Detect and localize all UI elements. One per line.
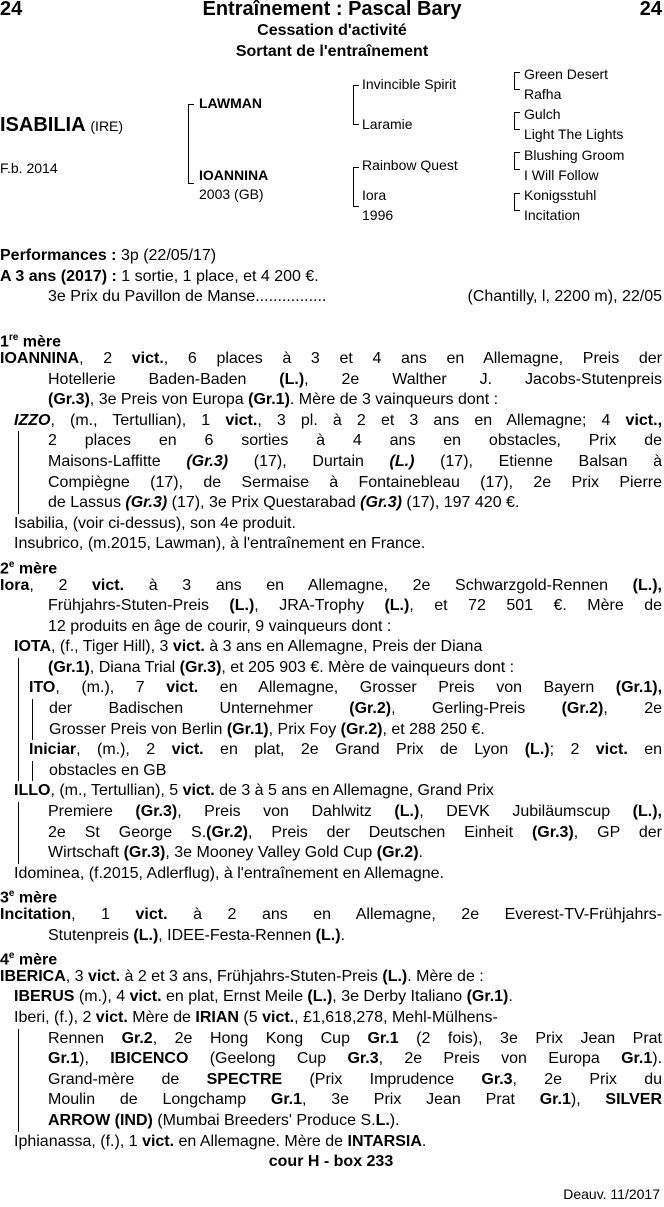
t: (Gr.2) <box>376 844 419 862</box>
mere2-line2 <box>0 596 662 617</box>
dam-incitation: Incitation <box>0 906 72 923</box>
t: Hotellerie Baden-Baden <box>48 370 280 388</box>
t: mère <box>14 560 58 578</box>
t: 3 <box>0 889 9 907</box>
iota-line1 <box>0 637 662 658</box>
gs-iora-year: 1996 <box>362 207 394 223</box>
t: (Gr.2) <box>206 823 248 841</box>
t: vict. <box>625 411 658 429</box>
t: (L.) <box>279 370 305 388</box>
t: , DEVK Jubiläumscup <box>419 803 633 821</box>
bracket-ggs2 <box>514 112 520 130</box>
gs-laramie: Laramie <box>362 116 413 132</box>
t: , (f., Tiger Hill), 3 <box>51 638 173 656</box>
izzo-line5 <box>19 493 662 514</box>
dam-iora: Iora <box>0 576 30 594</box>
iniciar-continuation <box>32 761 662 782</box>
t: . <box>421 1132 427 1150</box>
t: vict. <box>171 741 204 759</box>
t: Gr.1 <box>270 1091 303 1109</box>
t: Gr.2 <box>121 1029 153 1047</box>
t: , 2e Walther J. Jacobs-Stutenpreis <box>304 370 662 388</box>
t: , 3e Derby Italiano <box>332 988 467 1006</box>
mere4-heading <box>0 946 662 967</box>
t: Premiere <box>48 803 136 821</box>
t: (5 <box>238 1008 263 1026</box>
t: (Gr.2) <box>561 700 604 718</box>
ggs-konigsstuhl: Konigsstuhl <box>524 187 597 203</box>
t: de 3 à 5 ans en Allemagne, Grand Prix <box>214 782 494 800</box>
horse-name <box>0 114 123 137</box>
t: vict. <box>92 576 125 594</box>
t: (L.) <box>389 452 415 470</box>
t: en plat, 2e Grand Prix de Lyon <box>203 741 525 759</box>
t: (Geelong Cup <box>188 1050 348 1068</box>
offspring-illo: ILLO <box>14 782 51 800</box>
horse-description: F.b. 2014 <box>0 160 58 176</box>
t: vict. <box>595 741 628 759</box>
performances-value: 3p (22/05/17) <box>116 247 217 264</box>
t: , 1 <box>71 906 136 923</box>
t: , et 205 903 €. Mère de vainqueurs dont : <box>221 658 515 676</box>
t: (Gr.1) <box>615 679 658 697</box>
t: 2e St George S. <box>48 823 207 841</box>
ggs-gulch: Gulch <box>524 106 561 122</box>
horse-name-text: ISABILIA <box>0 114 85 136</box>
age-line <box>0 267 662 288</box>
mere2-heading <box>0 555 662 576</box>
race-line <box>0 287 662 308</box>
race-dots: ................ <box>255 288 327 306</box>
izzo-line1 <box>0 411 662 432</box>
t: , 2 <box>79 349 132 367</box>
iberi-line3 <box>19 1049 662 1070</box>
t: (Gr.3) <box>186 452 229 470</box>
t: mère <box>14 889 58 907</box>
t: . <box>418 844 423 862</box>
iberi-line1 <box>0 1008 662 1029</box>
iphianassa-line <box>0 1132 662 1153</box>
t: (L.) <box>394 803 420 821</box>
bracket-sire-dam <box>188 104 194 184</box>
t: , (m., Tertullian), 1 <box>50 411 226 429</box>
izzo-line2: 2 places en 6 sorties à 4 ans en obstacles, Prix de <box>48 432 662 450</box>
t: , et 72 501 €. Mère de <box>409 597 662 615</box>
race-detail: (Chantilly, l, 2200 m), 22/05 <box>467 288 662 306</box>
iota-continuation <box>18 658 662 782</box>
spacer <box>0 308 662 329</box>
t: ). <box>389 1111 400 1129</box>
iniciar-line1 <box>19 740 662 761</box>
t: (L.) <box>307 988 333 1006</box>
izzo-continuation <box>18 431 662 513</box>
t: , 3 pl. à 2 et 3 ans en Allemagne; 4 <box>257 411 626 429</box>
offspring-ibicenco: IBICENCO <box>110 1050 189 1068</box>
performances-label: Performances : <box>0 247 117 264</box>
t: (Gr.3) <box>179 658 222 676</box>
t: en Allemagne. Mère de <box>174 1132 348 1150</box>
t: , et 288 250 €. <box>382 720 485 738</box>
age-value: 1 sortie, 1 place, et 4 200 €. <box>116 267 319 285</box>
t: Mère de <box>127 1008 196 1026</box>
t: en Allemagne, Grosser Preis von Bayern <box>198 679 616 697</box>
ggs-blushing-groom: Blushing Groom <box>524 147 625 163</box>
t: . <box>340 926 345 944</box>
t: . Mère de : <box>407 967 484 985</box>
t: vict. <box>129 988 162 1006</box>
t: , 3 <box>65 967 89 985</box>
t: vict. <box>262 1008 295 1026</box>
t: der Badischen Unternehmer <box>49 700 350 718</box>
t: (L.) <box>229 597 255 615</box>
mere3-line2 <box>0 926 662 947</box>
offspring-intarsia: INTARSIA <box>347 1132 422 1150</box>
iberi-line6 <box>19 1111 662 1132</box>
ito-line3 <box>33 720 662 741</box>
illo-line3 <box>19 823 662 844</box>
t: mère <box>14 951 58 969</box>
performance-body <box>0 246 662 1173</box>
t: vict. <box>225 411 258 429</box>
t: (17), 3e Prix Questarabad <box>167 494 361 512</box>
ggs-light-the-lights: Light The Lights <box>524 126 624 142</box>
dam-name: IOANNINA <box>199 167 269 183</box>
t: (L.) <box>632 803 658 821</box>
iberi-line4 <box>19 1070 662 1091</box>
t: Maisons-Laffitte <box>48 452 187 470</box>
t: ARROW (IND) <box>48 1111 153 1129</box>
t: vict. <box>95 1008 128 1026</box>
gs-invincible: Invincible Spirit <box>362 76 457 92</box>
ggs-incitation: Incitation <box>524 207 581 223</box>
t: ), <box>570 1091 606 1109</box>
t: Frühjahrs-Stuten-Preis <box>48 597 230 615</box>
t: (17), Etienne Balsan à <box>414 452 662 470</box>
t: , 3e Prix Jean Prat <box>302 1091 540 1109</box>
gs-iora: Iora <box>362 187 387 203</box>
mere2-line3: 12 produits en âge de courir, 9 vainqueurs dont : <box>48 617 392 635</box>
dam-ioannina: IOANNINA <box>0 349 80 367</box>
t: e <box>8 558 15 570</box>
page-title: Entraînement : Pascal Bary <box>202 0 462 20</box>
bracket-ggs4 <box>514 193 520 211</box>
footer-date: Deauv. 11/2017 <box>563 1186 660 1202</box>
t: , <box>657 576 662 594</box>
t: (17), Durtain <box>228 452 390 470</box>
mere1-sup: re <box>8 332 19 344</box>
ito-continuation <box>32 699 662 740</box>
t: Iberi, (f.), 2 <box>14 1008 96 1026</box>
t: Iphianassa, (f.), 1 <box>14 1132 143 1150</box>
offspring-irian: IRIAN <box>195 1008 239 1026</box>
sire-name: LAWMAN <box>199 95 262 111</box>
t: . Mère de 3 vainqueurs dont : <box>289 391 499 409</box>
t: Gr.1 <box>539 1091 571 1109</box>
t: (Gr.3) <box>360 494 402 512</box>
insubrico-line: Insubrico, (m.2015, Lawman), à l'entraînement en France. <box>14 535 426 553</box>
t: , 2e Prix du <box>512 1070 662 1088</box>
race-name: 3e Prix du Pavillon de Manse <box>48 288 256 306</box>
t: (Gr.3) <box>123 844 166 862</box>
performances-line <box>0 246 662 267</box>
t: (Gr.1) <box>48 658 90 676</box>
ggs-green-desert: Green Desert <box>524 66 609 82</box>
t: , (m.), 7 <box>55 679 167 697</box>
offspring-iniciar: Iniciar <box>29 741 77 759</box>
offspring-iberus: IBERUS <box>14 988 75 1006</box>
offspring-silver-arrow: SILVER <box>605 1091 662 1109</box>
page-number-left: 24 <box>0 0 23 20</box>
t: (m.), 4 <box>74 988 130 1006</box>
iniciar-line2: obstacles en GB <box>49 761 167 779</box>
iberi-continuation <box>18 1029 662 1132</box>
t: (Gr.3) <box>531 823 574 841</box>
t: , Gerling-Preis <box>391 700 562 718</box>
t: en <box>627 741 662 759</box>
t: (L.) <box>133 926 159 944</box>
t: 2 <box>0 560 9 578</box>
iberus-line <box>0 987 662 1008</box>
mere4-line1 <box>0 967 662 988</box>
t: à 3 ans en Allemagne, Preis der Diana <box>204 638 483 656</box>
bracket-ggs3 <box>514 152 520 170</box>
t: (Gr.1) <box>226 720 269 738</box>
mere1-line2 <box>0 370 662 391</box>
ito-line1 <box>19 678 662 699</box>
offspring-izzo: IZZO <box>14 411 51 429</box>
t: ), <box>79 1050 111 1068</box>
t: (L.) <box>632 576 658 594</box>
t: Stutenpreis <box>48 926 134 944</box>
t: , Preis der Deutschen Einheit <box>247 823 532 841</box>
t: , IDEE-Festa-Rennen <box>158 926 316 944</box>
t: , 3e Preis von Europa <box>89 391 249 409</box>
location-label: cour H - box 233 <box>268 1153 394 1171</box>
age-label: A 3 ans (2017) : <box>0 267 117 285</box>
t: de Lassus <box>48 494 126 512</box>
t: (17), 197 420 €. <box>401 494 520 512</box>
t: 4 <box>0 951 9 969</box>
t: (L.) <box>382 967 408 985</box>
t: , <box>657 411 662 429</box>
offspring-iota: IOTA <box>14 638 52 656</box>
t: à 2 et 3 ans, Frühjahrs-Stuten-Preis <box>120 967 383 985</box>
t: e <box>8 888 15 900</box>
page-number-right: 24 <box>639 0 662 20</box>
illo-line2 <box>19 802 662 823</box>
dam-iberica: IBERICA <box>0 967 66 985</box>
ito-line2 <box>33 699 662 720</box>
ggs-rafha: Rafha <box>524 86 562 102</box>
t: (Gr.3) <box>48 391 90 409</box>
t: (L.) <box>524 741 550 759</box>
t: vict. <box>131 349 164 367</box>
t: (Gr.2) <box>349 700 392 718</box>
t: . <box>508 988 513 1006</box>
iberi-line2 <box>19 1029 662 1050</box>
mere1-heading <box>0 328 662 349</box>
t: Gr.1 <box>367 1029 399 1047</box>
t: Gr.1 <box>48 1050 80 1068</box>
t: , 6 places à 3 et 4 ans en Allemagne, Preis der <box>163 349 662 367</box>
mere1-num: 1 <box>0 333 9 351</box>
dam-year: 2003 (GB) <box>199 186 264 202</box>
t: , 2 <box>29 576 93 594</box>
t: vict. <box>182 782 215 800</box>
mere2-line1 <box>0 576 662 597</box>
t: Grand-mère de <box>48 1070 207 1088</box>
t: Rennen <box>48 1029 122 1047</box>
t: , 2e Hong Kong Cup <box>152 1029 368 1047</box>
t: Moulin de Longchamp <box>48 1091 271 1109</box>
t: (L.) <box>384 597 410 615</box>
t: , Prix Foy <box>268 720 341 738</box>
gs-rainbow: Rainbow Quest <box>362 157 458 173</box>
t: ; 2 <box>549 741 596 759</box>
t: , 2e Preis von Europa <box>378 1050 622 1068</box>
t: , Diana Trial <box>89 658 180 676</box>
t: , 2e <box>603 700 662 718</box>
t: (Prix Imprudence <box>282 1070 482 1088</box>
t: , £1,618,278, Mehl-Mülhens- <box>294 1008 498 1026</box>
isabilia-line: Isabilia, (voir ci-dessus), son 4e produit. <box>14 514 296 532</box>
idominea-line: Idominea, (f.2015, Adlerflug), à l'entraînement en Allemagne. <box>14 864 444 882</box>
t: (Mumbai Breeders' Produce S. <box>152 1111 376 1129</box>
t: Grosser Preis von Berlin <box>49 720 227 738</box>
illo-line1 <box>0 781 662 802</box>
t: Gr.3 <box>481 1070 513 1088</box>
iberi-line5 <box>19 1090 662 1111</box>
t: (Gr.1) <box>466 988 509 1006</box>
t: , GP der <box>573 823 662 841</box>
t: vict. <box>166 679 199 697</box>
subtitle-sortant: Sortant de l'entraînement <box>235 43 429 60</box>
t: , <box>657 679 662 697</box>
t: (2 fois), 3e Prix Jean Prat <box>398 1029 662 1047</box>
t: L. <box>375 1111 390 1129</box>
illo-line4 <box>19 843 662 864</box>
offspring-ito: ITO <box>29 679 56 697</box>
t: (L.) <box>315 926 341 944</box>
t: , <box>657 803 662 821</box>
t: vict. <box>142 1132 175 1150</box>
t: (Gr.1) <box>248 391 290 409</box>
mere1-word: mère <box>18 333 62 351</box>
bracket-sire-parents <box>353 85 359 125</box>
t: Wirtschaft <box>48 844 124 862</box>
t: ). <box>652 1050 662 1068</box>
t: Gr.1 <box>621 1050 653 1068</box>
t: , (m.), 2 <box>76 741 172 759</box>
t: vict. <box>135 906 168 923</box>
t: , (m., Tertullian), 5 <box>50 782 183 800</box>
t: (Gr.3) <box>135 803 178 821</box>
izzo-line4: Compiègne (17), de Sermaise à Fontainebleau (17), 2e Prix Pierre <box>48 473 662 491</box>
t: , Preis von Dahlwitz <box>177 803 395 821</box>
mere3-line1 <box>0 905 662 926</box>
t: (Gr.3) <box>125 494 168 512</box>
ggs-i-will-follow: I Will Follow <box>524 167 599 183</box>
t: à 2 ans en Allemagne, 2e Everest-TV-Frühjahrs- <box>167 906 662 923</box>
t: Gr.3 <box>347 1050 379 1068</box>
mere1-line3 <box>0 390 662 411</box>
t: , JRA-Trophy <box>254 597 385 615</box>
t: vict. <box>172 638 205 656</box>
mere3-heading <box>0 884 662 905</box>
t: vict. <box>88 967 121 985</box>
t: (Gr.2) <box>340 720 383 738</box>
t: e <box>8 950 15 962</box>
t: à 3 ans en Allemagne, 2e Schwarzgold-Rennen <box>124 576 633 594</box>
bracket-dam-parents <box>353 167 359 207</box>
bracket-ggs1 <box>514 72 520 90</box>
mere1-line1 <box>0 349 662 370</box>
iota-line2 <box>19 658 662 679</box>
subtitle-cessation: Cessation d'activité <box>257 22 407 39</box>
horse-origin: (IRE) <box>90 118 124 134</box>
illo-continuation <box>18 802 662 864</box>
offspring-spectre: SPECTRE <box>206 1070 283 1088</box>
izzo-line3 <box>19 452 662 473</box>
t: en plat, Ernst Meile <box>161 988 308 1006</box>
t: , 3e Mooney Valley Gold Cup <box>165 844 377 862</box>
